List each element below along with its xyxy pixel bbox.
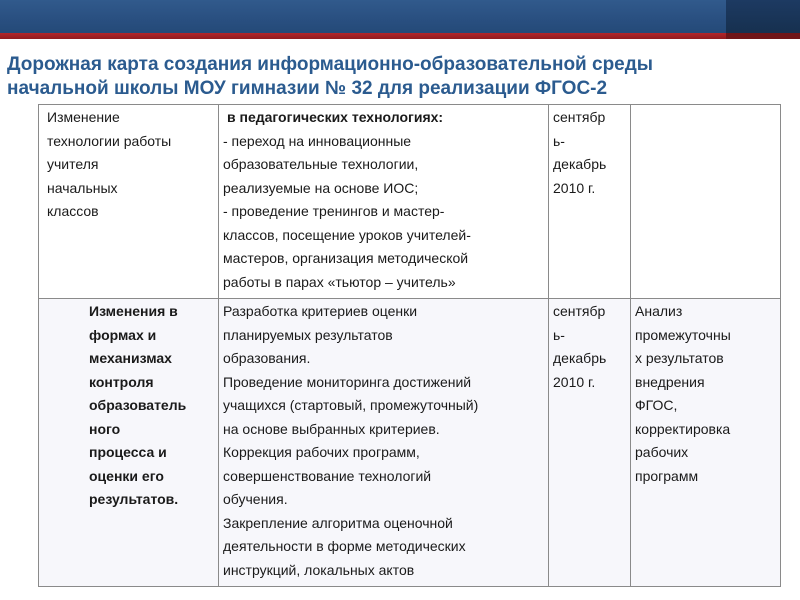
period-cell	[549, 105, 631, 299]
header-red-stripe-dark	[726, 33, 800, 39]
action-line: реализуемые на основе ИОС;	[223, 179, 419, 196]
action-line: деятельности в форме методических	[223, 538, 466, 554]
period-line: ь-	[553, 132, 565, 149]
result-line: ФГОС,	[635, 397, 678, 413]
actions-cell	[219, 299, 549, 587]
direction-line: результатов.	[89, 491, 179, 507]
action-line: Проведение мониторинга достижений	[223, 373, 472, 390]
action-line: образовательные технологии,	[223, 156, 419, 172]
slide-title	[7, 53, 797, 101]
direction-line: процесса и	[89, 444, 167, 460]
table-row	[39, 105, 781, 299]
slide-title-line-2: начальной школы МОУ гимназии № 32 для реализации ФГОС-2	[7, 78, 608, 99]
result-line: х результатов	[635, 350, 724, 366]
direction-line: формах и	[89, 326, 157, 343]
period-line: декабрь	[553, 156, 607, 172]
action-line: обучения.	[223, 491, 288, 507]
actions-cell	[219, 105, 549, 299]
table-row	[39, 299, 781, 587]
action-line: Разработка критериев оценки	[223, 303, 418, 319]
result-line: внедрения	[635, 373, 705, 390]
period-line: ь-	[553, 326, 565, 343]
action-line: - проведение тренингов и мастер-	[223, 203, 445, 219]
period-line: декабрь	[553, 350, 607, 366]
result-line: программ	[635, 467, 699, 484]
result-line: корректировка	[635, 420, 731, 437]
result-cell	[631, 105, 781, 299]
header-dark-block	[726, 0, 800, 33]
result-cell	[631, 299, 781, 587]
direction-line: оценки его	[89, 467, 164, 484]
result-line: Анализ	[635, 303, 683, 319]
action-line: планируемых результатов	[223, 326, 393, 343]
header-red-stripe	[0, 33, 800, 39]
direction-line: Изменение	[47, 109, 120, 125]
action-line: учащихся (стартовый, промежуточный)	[223, 397, 479, 413]
period-cell	[549, 299, 631, 587]
period-line: сентябр	[553, 303, 606, 319]
header-blue-band	[0, 0, 800, 33]
action-line: на основе выбранных критериев.	[223, 420, 440, 437]
action-line: инструкций, локальных актов	[223, 561, 415, 578]
result-line: промежуточны	[635, 326, 731, 343]
slide-title-line-1: Дорожная карта создания информационно-образовательной среды	[7, 54, 654, 75]
action-line: - переход на инновационные	[223, 132, 412, 149]
direction-line: механизмах	[89, 350, 172, 366]
action-line: классов, посещение уроков учителей-	[223, 226, 471, 243]
header-decoration	[0, 0, 800, 40]
action-line: совершенствование технологий	[223, 467, 432, 484]
roadmap-table	[38, 104, 781, 587]
action-line: Закрепление алгоритма оценочной	[223, 514, 453, 531]
direction-line: ного	[89, 420, 121, 437]
action-line: Коррекция рабочих программ,	[223, 444, 420, 460]
direction-line: учителя	[47, 156, 99, 172]
action-line: образования.	[223, 350, 311, 366]
period-line: 2010 г.	[553, 373, 596, 390]
direction-line: Изменения в	[89, 303, 178, 319]
result-line: рабочих	[635, 444, 689, 460]
actions-heading: в педагогических технологиях:	[227, 109, 444, 125]
action-line: работы в парах «тьютор – учитель»	[223, 273, 456, 290]
direction-line: контроля	[89, 373, 154, 390]
direction-cell	[39, 105, 219, 299]
direction-line: классов	[47, 203, 99, 219]
period-line: сентябр	[553, 109, 606, 125]
period-line: 2010 г.	[553, 179, 596, 196]
direction-line: образователь	[89, 397, 187, 413]
action-line: мастеров, организация методической	[223, 250, 469, 266]
direction-line: технологии работы	[47, 132, 172, 149]
direction-line: начальных	[47, 179, 118, 196]
direction-cell	[39, 299, 219, 587]
